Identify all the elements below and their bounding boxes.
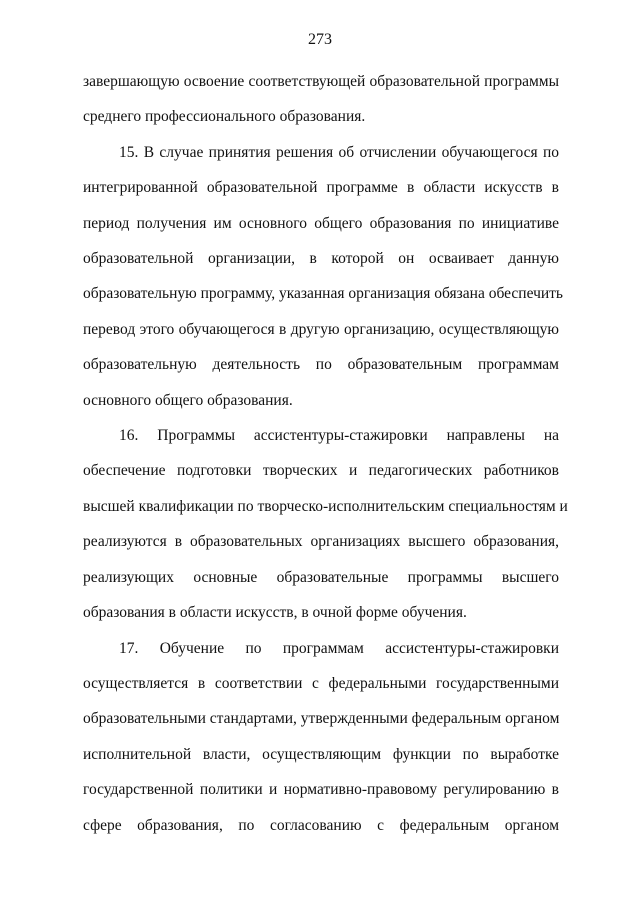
- page-number: 273: [308, 31, 332, 48]
- text-line: 15. В случае принятия решения об отчислении обучающегося по: [119, 143, 559, 161]
- text-line: образования в области искусств, в очной форме обучения.: [83, 604, 467, 622]
- text-line: образовательными стандартами, утвержденными федеральным органом: [83, 710, 560, 728]
- text-line: образовательную деятельность по образовательным программам: [83, 356, 559, 374]
- text-line: сфере образования, по согласованию с федеральным органом: [83, 816, 559, 834]
- text-line: основного общего образования.: [83, 391, 293, 409]
- text-line: период получения им основного общего образования по инициативе: [83, 214, 559, 232]
- paragraph-17: [83, 631, 559, 843]
- paragraph-15: [83, 135, 564, 418]
- text-line: высшей квалификации по творческо-исполнительским специальностям и: [83, 497, 568, 515]
- text-line: образовательную программу, указанная организация обязана обеспечить: [83, 285, 564, 303]
- document-body: [83, 64, 568, 843]
- paragraph-16: [83, 418, 568, 630]
- text-line: реализуются в образовательных организациях высшего образования,: [83, 533, 559, 551]
- text-line: образовательной организации, в которой он осваивает данную: [83, 250, 559, 268]
- text-line: осуществляется в соответствии с федеральными государственными: [83, 674, 559, 692]
- text-line: 17. Обучение по программам ассистентуры-стажировки: [119, 639, 559, 657]
- text-line: 16. Программы ассистентуры-стажировки направлены на: [119, 427, 559, 445]
- text-line: обеспечение подготовки творческих и педагогических работников: [83, 462, 559, 480]
- text-line: среднего профессионального образования.: [83, 108, 366, 126]
- text-line: государственной политики и нормативно-правовому регулированию в: [83, 781, 559, 799]
- text-line: реализующих основные образовательные программы высшего: [83, 568, 559, 586]
- paragraph: [83, 64, 559, 135]
- text-line: исполнительной власти, осуществляющим функции по выработке: [83, 745, 559, 763]
- text-line: завершающую освоение соответствующей образовательной программы: [83, 73, 559, 90]
- text-line: перевод этого обучающегося в другую организацию, осуществляющую: [83, 320, 559, 338]
- text-line: интегрированной образовательной программе в области искусств в: [83, 179, 559, 197]
